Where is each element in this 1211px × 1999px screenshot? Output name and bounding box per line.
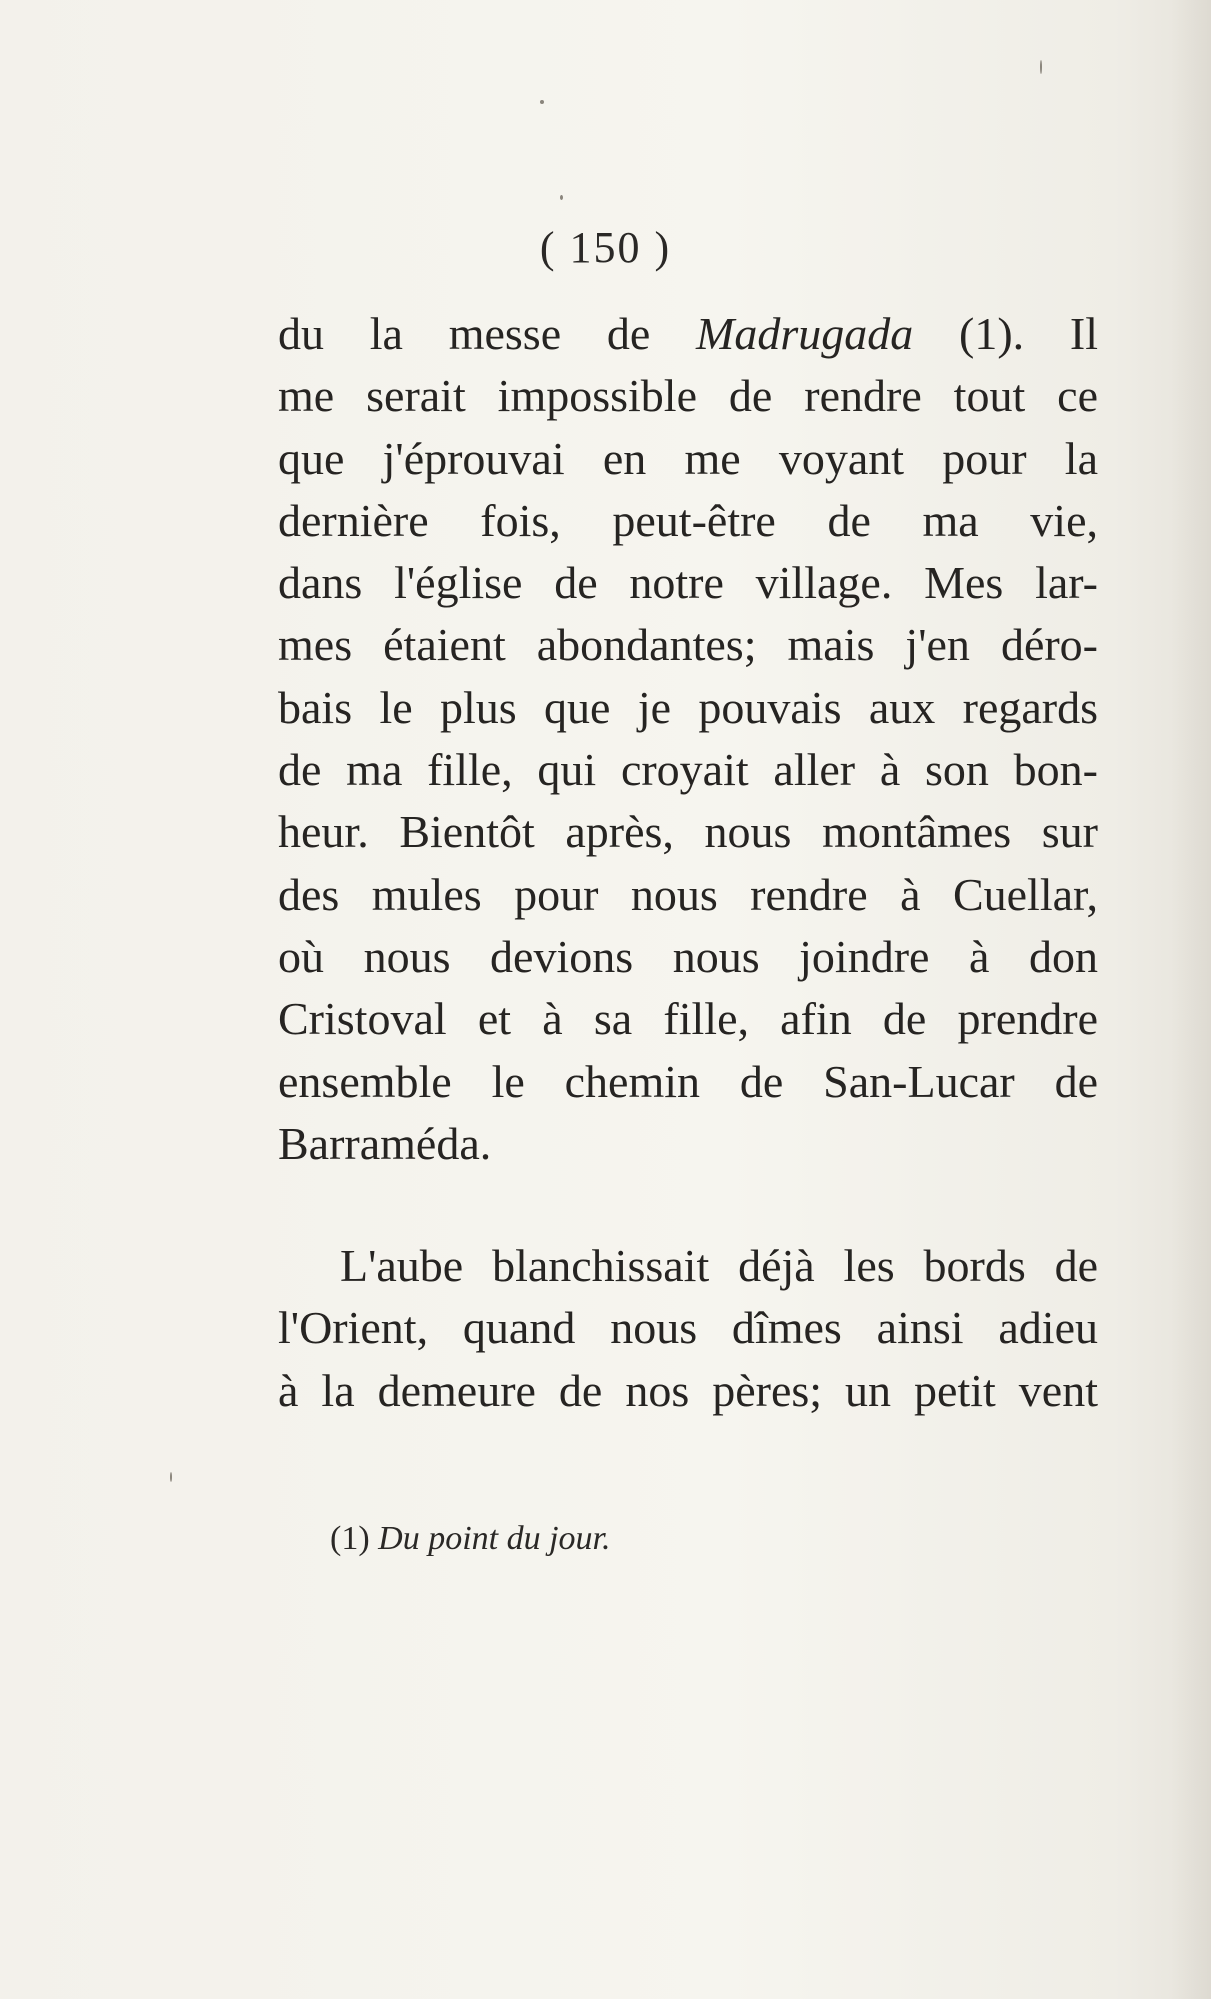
text-line: Barraméda. <box>278 1117 492 1169</box>
page-number: ( 150 ) <box>539 223 672 272</box>
text-line: à la demeure de nos pères; un petit vent <box>278 1364 1098 1416</box>
italic-title: Madrugada <box>696 308 914 359</box>
text-line: L'aube blanchissait déjà les bords de <box>340 1240 1098 1292</box>
paper-speck <box>540 100 544 104</box>
body-text <box>278 303 1098 1422</box>
text-line: dans l'église de notre village. Mes lar- <box>278 557 1098 609</box>
text-line: l'Orient, quand nous dîmes ainsi adieu <box>278 1302 1098 1354</box>
footnote-marker: (1) <box>330 1520 370 1557</box>
text-line: de ma fille, qui croyait aller à son bon- <box>278 744 1098 796</box>
text-line: ensemble le chemin de San-Lucar de <box>278 1055 1098 1107</box>
footnote-text: Du point du jour. <box>378 1520 611 1557</box>
text-line: que j'éprouvai en me voyant pour la <box>278 432 1098 484</box>
text-line: où nous devions nous joindre à don <box>278 930 1098 982</box>
paper-speck <box>1040 60 1042 74</box>
text-line: heur. Bientôt après, nous montâmes sur <box>278 806 1098 858</box>
text-line: Cristoval et à sa fille, afin de prendre <box>278 993 1098 1045</box>
text-line: mes étaient abondantes; mais j'en déro- <box>278 619 1098 671</box>
text-line: du la messe de Madrugada (1). Il <box>278 308 1098 359</box>
text-line: me serait impossible de rendre tout ce <box>278 370 1098 422</box>
paragraph-gap <box>278 1175 1098 1235</box>
text-line: dernière fois, peut-être de ma vie, <box>278 494 1098 546</box>
page-edge-shading <box>1171 0 1211 1999</box>
paper-speck <box>560 195 563 200</box>
footnote <box>330 1520 611 1558</box>
paper-speck <box>170 1472 172 1482</box>
text-line: des mules pour nous rendre à Cuellar, <box>278 868 1098 920</box>
text-line: bais le plus que je pouvais aux regards <box>278 681 1098 733</box>
